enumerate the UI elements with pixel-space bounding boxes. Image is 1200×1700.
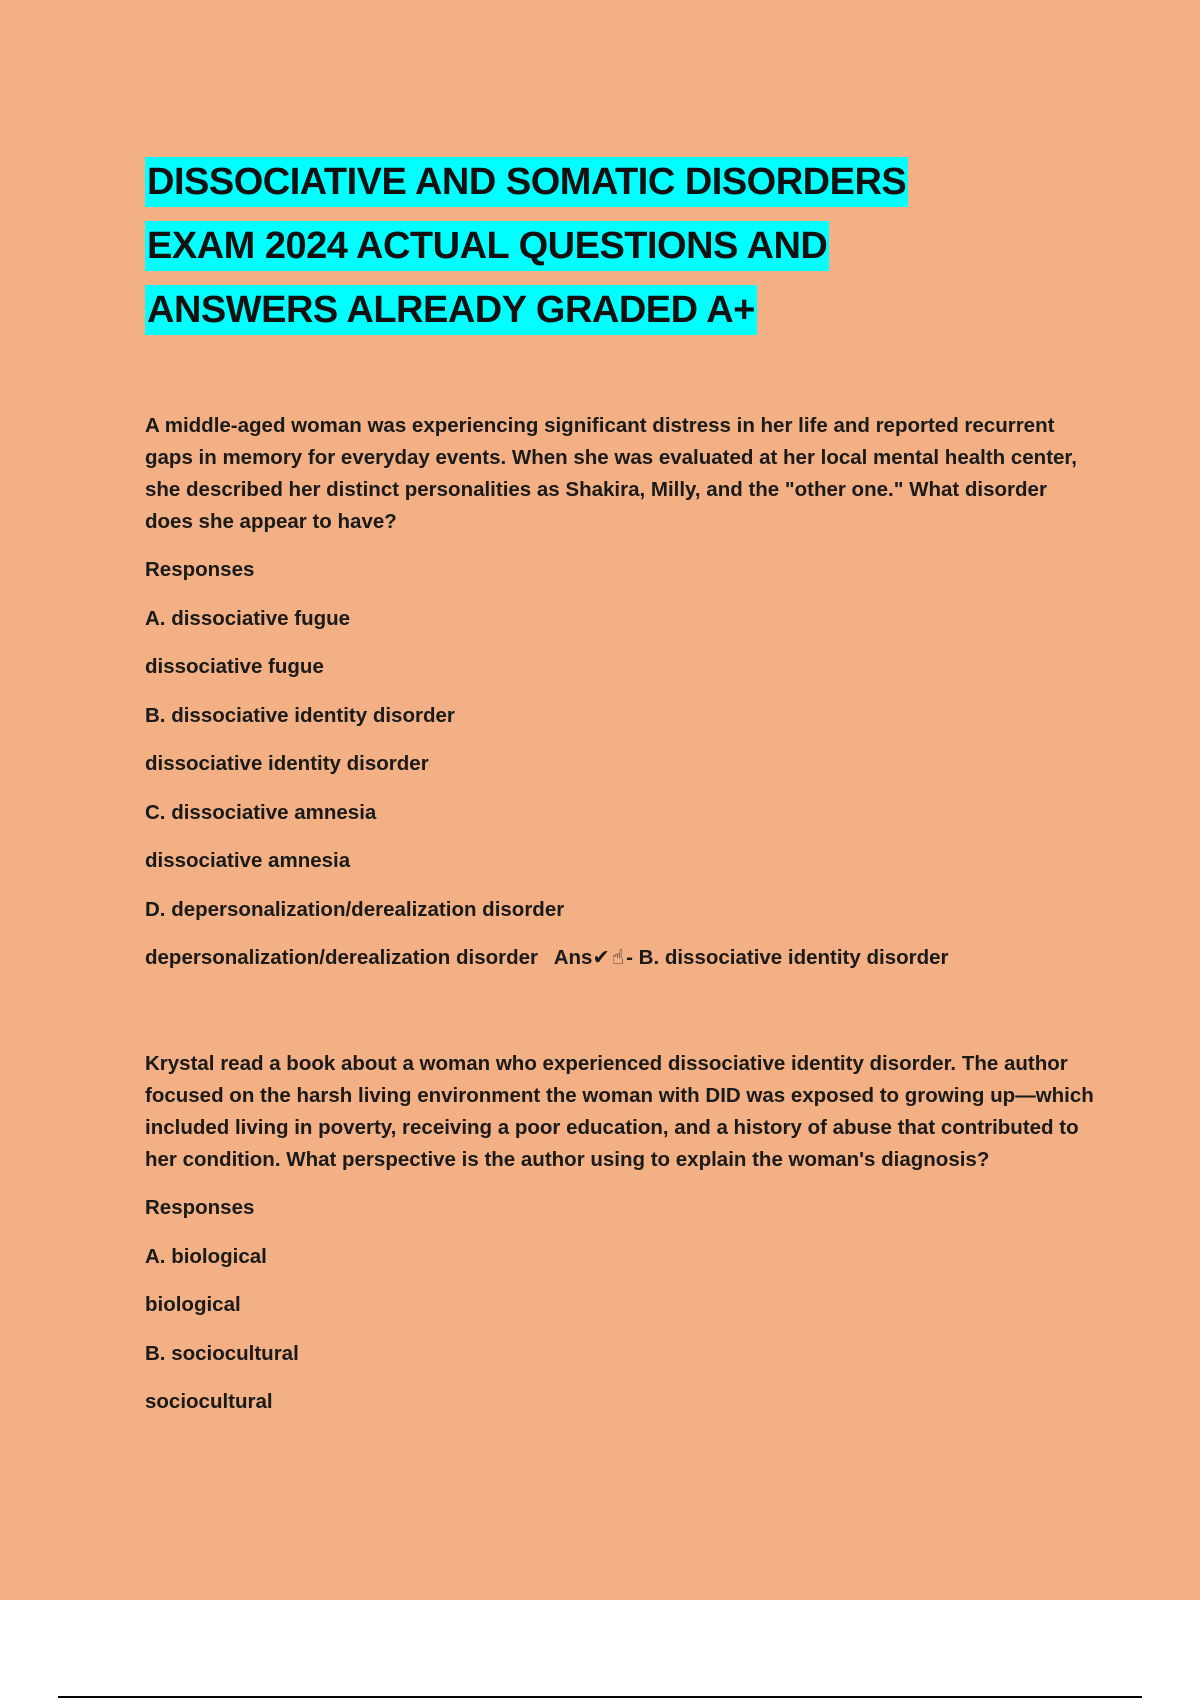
- question-1-text: A middle-aged woman was experiencing significant distress in her life and reported recurrent gaps in memory for everyday events. When she was evaluated at her local mental health center, she described her distinct personalities as Shakira, Milly, and the "other one." What disorder does she appear to have?: [145, 414, 1077, 533]
- question-1-option-a: A. dissociative fugue: [145, 606, 351, 630]
- title-line-1: DISSOCIATIVE AND SOMATIC DISORDERS: [145, 157, 908, 207]
- question-2: [145, 1048, 1095, 1418]
- question-1: [145, 410, 1095, 974]
- question-2-responses-label: Responses: [145, 1196, 255, 1219]
- question-1-answer: B. dissociative identity disorder: [638, 946, 949, 969]
- question-2-option-b: B. sociocultural: [145, 1341, 299, 1365]
- question-1-option-c-text: dissociative amnesia: [145, 849, 351, 872]
- pointing-hand-icon: ☝: [611, 946, 625, 969]
- question-1-option-b-text: dissociative identity disorder: [145, 752, 429, 775]
- title-line-3: ANSWERS ALREADY GRADED A+: [145, 285, 757, 335]
- document-title: [145, 150, 985, 342]
- question-2-option-b-text: sociocultural: [145, 1390, 273, 1413]
- document-content: [145, 150, 1095, 1435]
- answer-prefix: Ans✔: [553, 946, 610, 969]
- question-2-text: Krystal read a book about a woman who experienced dissociative identity disorder. The author focused on the harsh living environment the woman with DID was exposed to growing up—which included living in poverty, receiving a poor education, and a history of abuse that contributed to her condition. What perspective is the author using to explain the woman's diagnosis?: [145, 1052, 1094, 1171]
- answer-dash: -: [626, 946, 633, 969]
- question-1-option-d: D. depersonalization/derealization disorder: [145, 897, 565, 921]
- question-1-answer-line: [145, 942, 1095, 974]
- question-2-option-a: A. biological: [145, 1244, 267, 1268]
- question-1-option-a-text: dissociative fugue: [145, 655, 324, 678]
- question-1-responses-label: Responses: [145, 558, 255, 581]
- title-line-2: EXAM 2024 ACTUAL QUESTIONS AND: [145, 221, 829, 271]
- footer-divider: [58, 1696, 1142, 1698]
- question-2-option-a-text: biological: [145, 1293, 241, 1316]
- question-1-option-b: B. dissociative identity disorder: [145, 703, 455, 727]
- question-1-option-d-text: depersonalization/derealization disorder: [145, 946, 539, 969]
- question-1-option-c: C. dissociative amnesia: [145, 800, 377, 824]
